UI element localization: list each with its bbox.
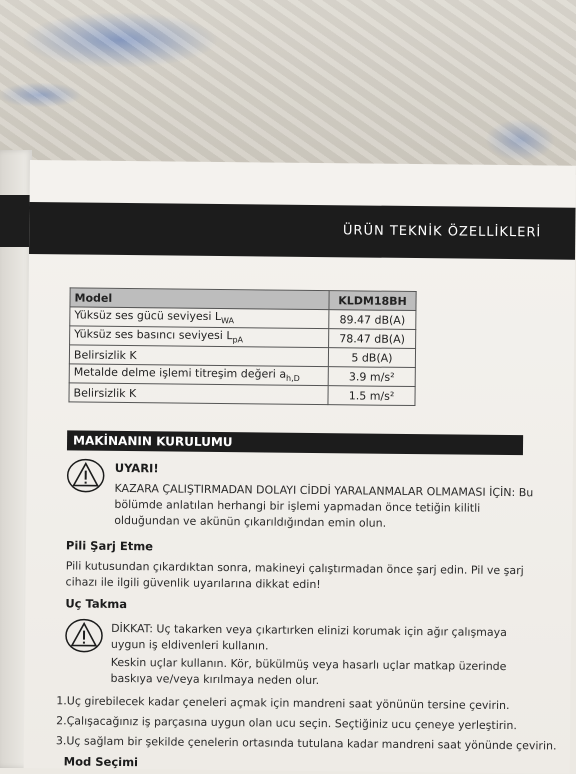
left-page-band <box>0 195 32 247</box>
spec-value: 89.47 dB(A) <box>329 310 416 330</box>
header-band <box>29 202 576 260</box>
spec-name: Belirsizlik K <box>69 345 328 367</box>
spec-table <box>68 287 416 406</box>
bit-note-text: Keskin uçlar kullanın. Kör, bükülmüş veya hasarlı uçlar matkap üzerinde baskıya ve/veya kırılmaya neden olur. <box>110 655 507 688</box>
step-item: 3.Uç sağlam bir şekilde çenelerin ortasında tutulana kadar mandreni saat yönünde çevirin. <box>55 734 557 753</box>
bit-title: Uç Takma <box>65 596 128 612</box>
spec-name: Yüksüz ses gücü seviyesi $L_{WA}$ <box>70 307 329 329</box>
manual-page <box>24 160 576 774</box>
section-bar <box>67 430 523 455</box>
spec-name: Belirsizlik K <box>69 383 328 405</box>
fabric-background <box>0 0 576 175</box>
spec-row <box>69 383 415 406</box>
warning-block <box>67 458 537 530</box>
spec-header-value: KLDM18BH <box>329 291 416 311</box>
spec-value: 1.5 m/s² <box>328 386 415 406</box>
section-title: MAKİNANIN KURULUMU <box>72 433 233 450</box>
mode-title: Mod Seçimi <box>63 754 139 770</box>
caution-triangle-icon <box>65 618 103 652</box>
page-title: ÜRÜN TEKNİK ÖZELLİKLERİ <box>342 223 542 241</box>
spec-header-name: Model <box>70 288 329 310</box>
spec-value: 3.9 m/s² <box>328 367 415 387</box>
warning-title: UYARI! <box>114 460 159 476</box>
bit-caution-text: DİKKAT: Uç takarken veya çıkartırken elinizi korumak için ağır çalışmaya uygun iş eldivenleri kullanın. <box>110 621 507 653</box>
charging-title: Pili Şarj Etme <box>65 538 154 554</box>
charging-text: Pili kutusundan çıkardıktan sonra, makineyi çalıştırmadan önce şarj edin. Pil ve şarj cihazı ile ilgili güvenlik uyarılarına dikkat edin! <box>65 559 524 592</box>
spec-name: Metalde delme işlemi titreşim değeri $a_{h,D}$ <box>69 364 328 386</box>
step-item: 2.Çalışacağınız iş parçasına uygun olan ucu seçin. Seçtiğiniz ucu çeneye yerleştirin. <box>56 714 517 733</box>
step-item: 1.Uç girebilecek kadar çeneleri açmak için mandreni saat yönünün tersine çevirin. <box>56 694 510 713</box>
spec-value: 5 dB(A) <box>328 348 415 368</box>
warning-text: KAZARA ÇALIŞTIRMADAN DOLAYI CİDDİ YARALANMALAR OLMAMASI İÇİN: Bu bölümde anlatılan herhangi bir işlemi yapmadan önce tetiğin kilitli olduğundan ve akünün çıkarıldığından emin olun. <box>114 481 534 530</box>
warning-triangle-icon <box>67 458 105 492</box>
spec-name: Yüksüz ses basıncı seviyesi $L_{pA}$ <box>70 326 329 348</box>
spec-value: 78.47 dB(A) <box>329 329 416 349</box>
